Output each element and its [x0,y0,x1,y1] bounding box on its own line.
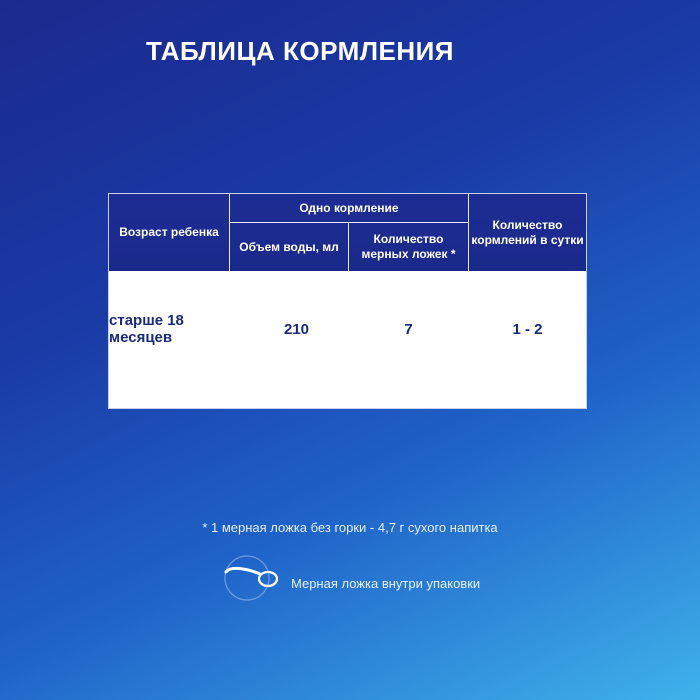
header-feedings-line2: кормлений в сутки [471,232,584,247]
header-spoons [349,223,468,271]
page-title: ТАБЛИЦА КОРМЛЕНИЯ [146,36,454,66]
footnote: * 1 мерная ложка без горки - 4,7 г сухого напитка [202,520,498,535]
measuring-spoon-icon [216,552,286,602]
header-feedings [469,194,586,271]
header-spoons-line1: Количество [373,232,444,246]
header-feedings-line1: Количество [492,217,563,232]
header-age: Возраст ребенка [119,225,219,239]
scoop-note-text: Мерная ложка внутри упаковки [291,576,481,591]
cell-age: старше 18 месяцев [109,312,184,346]
header-spoons-line2: мерных ложек * [361,247,456,261]
feeding-table [108,193,587,409]
cell-spoons: 7 [404,320,413,338]
header-one-feeding: Одно кормление [299,200,399,215]
cell-water: 210 [283,320,310,338]
table-header [109,194,586,271]
cell-feedings: 1 - 2 [512,320,543,338]
scoop-note [216,552,516,612]
header-water-volume: Объем воды, мл [239,239,339,254]
